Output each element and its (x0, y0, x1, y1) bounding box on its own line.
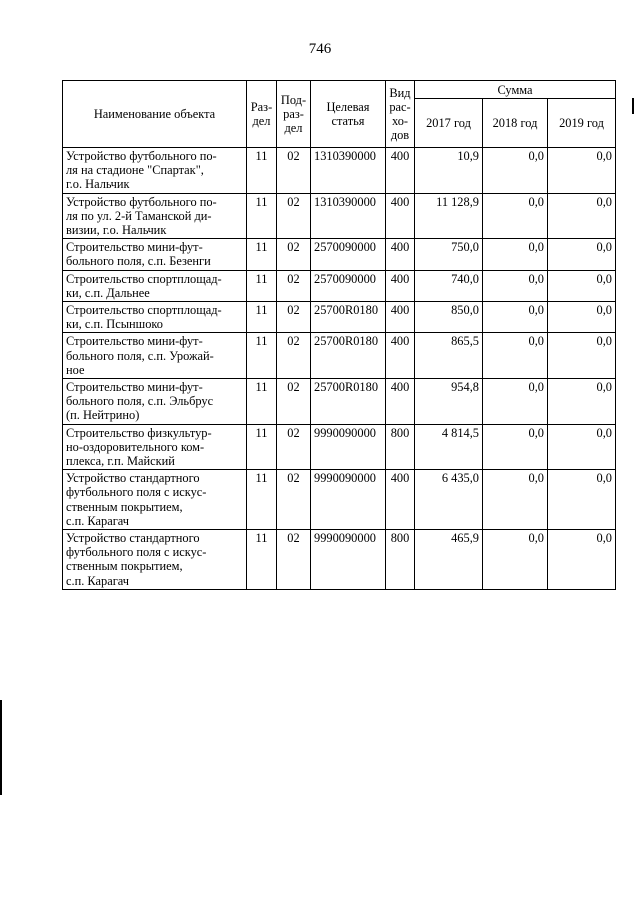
target-article-cell: 9990090000 (311, 424, 386, 470)
sum-2019-cell: 0,0 (548, 379, 616, 425)
object-name-cell: Строительство мини-фут- больного поля, с.п. Урожай- ное (63, 333, 247, 379)
sum-2018-cell: 0,0 (483, 193, 548, 239)
object-name-cell: Устройство футбольного по- ля по ул. 2-й Таманской ди- визии, г.о. Нальчик (63, 193, 247, 239)
sum-2017-cell: 465,9 (415, 530, 483, 590)
expense-type-cell: 400 (386, 333, 415, 379)
object-name-cell: Строительство спортплощад- ки, с.п. Псыншоко (63, 302, 247, 333)
sum-2018-cell: 0,0 (483, 302, 548, 333)
section-cell: 11 (247, 470, 277, 530)
table-row (63, 148, 616, 194)
target-article-cell: 2570090000 (311, 239, 386, 270)
target-article-cell: 9990090000 (311, 470, 386, 530)
section-cell: 11 (247, 270, 277, 301)
expense-type-cell: 400 (386, 193, 415, 239)
expense-type-cell: 400 (386, 379, 415, 425)
subsection-cell: 02 (277, 270, 311, 301)
subsection-cell: 02 (277, 470, 311, 530)
target-article-cell: 9990090000 (311, 530, 386, 590)
subsection-cell: 02 (277, 239, 311, 270)
sum-2017-cell: 750,0 (415, 239, 483, 270)
expense-type-cell: 800 (386, 424, 415, 470)
sum-2019-cell: 0,0 (548, 148, 616, 194)
sum-2019-cell: 0,0 (548, 470, 616, 530)
subsection-cell: 02 (277, 193, 311, 239)
sum-2019-cell: 0,0 (548, 239, 616, 270)
target-article-cell: 2570090000 (311, 270, 386, 301)
sum-2017-cell: 6 435,0 (415, 470, 483, 530)
subsection-cell: 02 (277, 424, 311, 470)
section-cell: 11 (247, 530, 277, 590)
sum-2017-cell: 11 128,9 (415, 193, 483, 239)
expense-type-cell: 400 (386, 148, 415, 194)
table-row (63, 379, 616, 425)
table-row (63, 530, 616, 590)
section-cell: 11 (247, 333, 277, 379)
target-article-cell: 1310390000 (311, 193, 386, 239)
sum-2018-cell: 0,0 (483, 379, 548, 425)
object-name-cell: Устройство стандартного футбольного поля с искус- ственным покрытием, с.п. Карагач (63, 530, 247, 590)
sum-2017-cell: 740,0 (415, 270, 483, 301)
sum-2019-cell: 0,0 (548, 424, 616, 470)
subsection-cell: 02 (277, 333, 311, 379)
header-target-article: Целевая статья (311, 81, 386, 148)
section-cell: 11 (247, 193, 277, 239)
expense-type-cell: 800 (386, 530, 415, 590)
expense-type-cell: 400 (386, 239, 415, 270)
sum-2017-cell: 10,9 (415, 148, 483, 194)
subsection-cell: 02 (277, 379, 311, 425)
target-article-cell: 1310390000 (311, 148, 386, 194)
target-article-cell: 25700R0180 (311, 379, 386, 425)
sum-2017-cell: 850,0 (415, 302, 483, 333)
section-cell: 11 (247, 148, 277, 194)
sum-2018-cell: 0,0 (483, 424, 548, 470)
sum-2019-cell: 0,0 (548, 333, 616, 379)
sum-2019-cell: 0,0 (548, 530, 616, 590)
table-row (63, 193, 616, 239)
table-row (63, 470, 616, 530)
sum-2018-cell: 0,0 (483, 270, 548, 301)
object-name-cell: Устройство стандартного футбольного поля с искус- ственным покрытием, с.п. Карагач (63, 470, 247, 530)
object-name-cell: Строительство мини-фут- больного поля, с.п. Эльбрус (п. Нейтрино) (63, 379, 247, 425)
sum-2018-cell: 0,0 (483, 239, 548, 270)
section-cell: 11 (247, 239, 277, 270)
sum-2017-cell: 4 814,5 (415, 424, 483, 470)
header-name: Наименование объекта (63, 81, 247, 148)
header-sum: Сумма (415, 81, 616, 99)
subsection-cell: 02 (277, 148, 311, 194)
target-article-cell: 25700R0180 (311, 333, 386, 379)
page-number: 746 (308, 41, 332, 57)
table-row (63, 424, 616, 470)
object-name-cell: Строительство физкультур- но-оздоровительного ком- плекса, г.п. Майский (63, 424, 247, 470)
sum-2018-cell: 0,0 (483, 148, 548, 194)
expense-type-cell: 400 (386, 302, 415, 333)
section-cell: 11 (247, 424, 277, 470)
table-row (63, 239, 616, 270)
subsection-cell: 02 (277, 302, 311, 333)
table-row (63, 270, 616, 301)
header-2018: 2018 год (483, 99, 548, 148)
section-cell: 11 (247, 302, 277, 333)
sum-2018-cell: 0,0 (483, 470, 548, 530)
sum-2019-cell: 0,0 (548, 302, 616, 333)
header-subsection: Под- раз- дел (277, 81, 311, 148)
sum-2018-cell: 0,0 (483, 333, 548, 379)
header-2019: 2019 год (548, 99, 616, 148)
target-article-cell: 25700R0180 (311, 302, 386, 333)
subsection-cell: 02 (277, 530, 311, 590)
table-row (63, 302, 616, 333)
object-name-cell: Строительство спортплощад- ки, с.п. Дальнее (63, 270, 247, 301)
sum-2018-cell: 0,0 (483, 530, 548, 590)
header-2017: 2017 год (415, 99, 483, 148)
expense-type-cell: 400 (386, 470, 415, 530)
header-expense-type: Вид рас- хо- дов (386, 81, 415, 148)
sum-2019-cell: 0,0 (548, 270, 616, 301)
margin-mark-left (0, 700, 2, 795)
margin-mark-right (632, 98, 634, 114)
table-row (63, 333, 616, 379)
header-section: Раз- дел (247, 81, 277, 148)
expense-type-cell: 400 (386, 270, 415, 301)
sum-2017-cell: 954,8 (415, 379, 483, 425)
sum-2019-cell: 0,0 (548, 193, 616, 239)
section-cell: 11 (247, 379, 277, 425)
object-name-cell: Строительство мини-фут- больного поля, с.п. Безенги (63, 239, 247, 270)
sum-2017-cell: 865,5 (415, 333, 483, 379)
budget-table (62, 80, 616, 590)
object-name-cell: Устройство футбольного по- ля на стадионе "Спартак", г.о. Нальчик (63, 148, 247, 194)
